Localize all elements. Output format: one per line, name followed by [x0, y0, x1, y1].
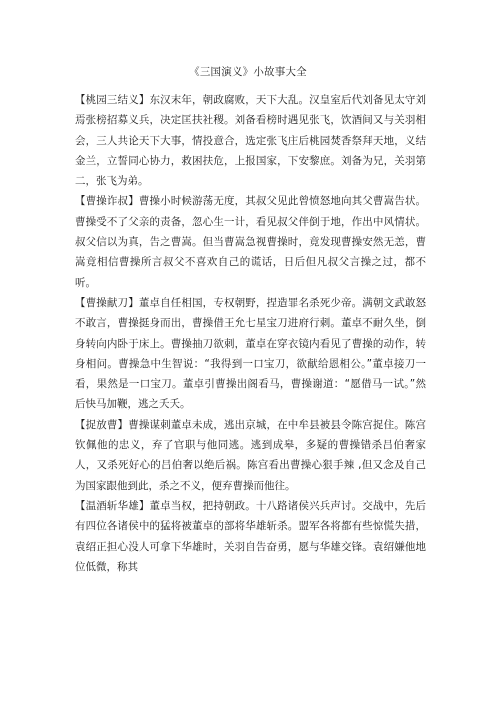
document-body: [75, 90, 426, 577]
paragraph-taoyuan: [75, 90, 426, 191]
paragraph-text: 曹操谋刺董卓未成，逃出京城，在中牟县被县令陈宫捉住。陈宫钦佩他的忠义，弃了官职与他同逃。逃到成皋，多疑的曹操错杀吕伯奢家人，又杀死好心的吕伯奢以绝后祸。陈宫看出曹操心狠手辣 ,但又念及自己为国家跟他到此，杀之不义，便弃曹操而他往。: [75, 418, 426, 492]
paragraph-text: 东汉末年，朝政腐败，天下大乱。汉皇室后代刘备见太守刘焉张榜招募义兵，决定匡扶社稷。刘备看榜时遇见张飞，饮酒间又与关羽相会，三人共论天下大事，情投意合，选定张飞庄后桃园焚香祭拜天地，义结金兰，立誓同心协力，救困扶危，上报国家，下安黎庶。刘备为兄，关羽第二，张飞为弟。: [75, 94, 426, 188]
paragraph-heading: 【捉放曹】: [75, 418, 129, 431]
paragraph-zhuofangcao: [75, 415, 426, 496]
paragraph-wenjiu-zhanhuaxiong: [75, 496, 426, 577]
paragraph-text: 董卓自任相国，专权朝野，捏造罪名杀死少帝。满朝文武敢怒不敢言，曹操挺身而出，曹操借王允七星宝刀进府行刺。董卓不耐久坐，倒身转向内卧于床上。曹操抽刀欲刺，董卓在穿衣镜内看见了曹操的动作，转身相问。曹操急中生智说：“我得到一口宝刀，欲献给恩相公。”董卓接刀一看，果然是一口宝刀。董卓引曹操出阁看马，曹操谢道：“愿借马一试。”然后快马加鞭，逃之夭夭。: [75, 296, 426, 411]
paragraph-text: 董卓当权，把持朝政。十八路诸侯兴兵声讨。交战中，先后有四位各诸侯中的猛将被董卓的部将华雄斩杀。盟军各将都有些惊慌失措，袁绍正担心没人可拿下华雄时，关羽自告奋勇，愿与华雄交锋。袁绍嫌他地位低微，称其: [75, 499, 426, 573]
paragraph-heading: 【桃园三结义】: [75, 94, 150, 106]
document-title: 《三国演义》小故事大全: [189, 66, 307, 78]
paragraph-heading: 【曹操献刀】: [75, 296, 139, 309]
paragraph-caocao-zhashu: [75, 191, 426, 292]
paragraph-caocao-xiandao: [75, 293, 426, 415]
paragraph-heading: 【曹操诈叔】: [75, 195, 139, 208]
paragraph-text: 曹操小时候游荡无度，其叔父见此曾愤怒地向其父曹嵩告状。曹操受不了父亲的责备，忽心生一计，看见叔父伴倒于地，作出中风情状。叔父信以为真，告之曹嵩。但当曹嵩急视曹操时，竟发现曹操安然无恙，曹嵩竟相信曹操所言叔父不喜欢自己的谎话，日后但凡叔父言操之过，都不听。: [75, 195, 426, 289]
paragraph-heading: 【温酒斩华雄】: [75, 499, 150, 512]
